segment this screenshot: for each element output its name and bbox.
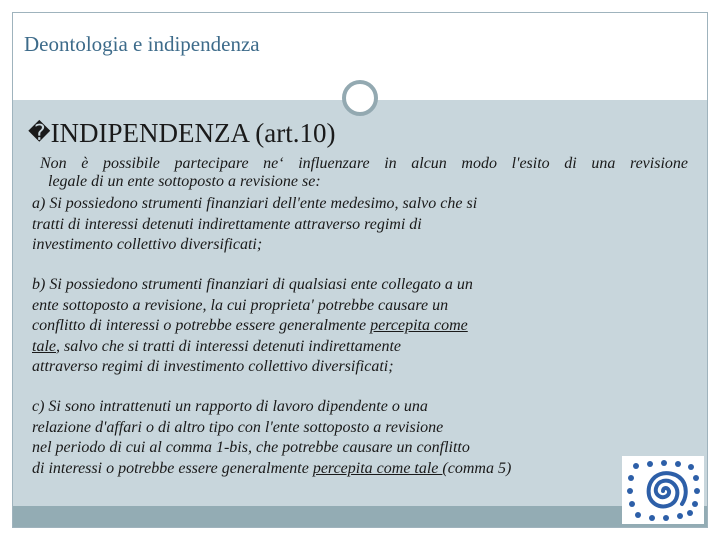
underlined-phrase: percepita come xyxy=(370,317,468,334)
decorative-circle xyxy=(342,80,378,116)
paragraph-b-line xyxy=(32,316,473,337)
paragraph-c-text: (comma 5) xyxy=(442,459,512,477)
paragraph-a-line: a) Si possiedono strumenti finanziari dell'ente medesimo, salvo che si xyxy=(32,195,478,212)
intro-line-2: legale di un ente sottoposto a revisione se: xyxy=(48,173,321,190)
bullet-glyph: � xyxy=(28,121,51,146)
underlined-phrase: percepita come tale xyxy=(312,459,443,477)
paragraph-b-line xyxy=(32,337,473,358)
underlined-phrase: tale xyxy=(32,337,56,355)
paragraph-a xyxy=(32,194,477,256)
paragraph-b-text: , salvo che si tratti di interessi detenuti indirettamente xyxy=(56,337,401,355)
paragraph-b-line: attraverso regimi di investimento collettivo diversificati; xyxy=(32,358,394,375)
footer-bar xyxy=(13,506,707,527)
spiral-dots-logo-graphic xyxy=(622,456,704,524)
paragraph-c-line xyxy=(32,459,511,480)
paragraph-c-line: c) Si sono intrattenuti un rapporto di lavoro dipendente o una xyxy=(32,398,428,415)
paragraph-b-text: conflitto di interessi o potrebbe essere generalmente xyxy=(32,317,371,334)
spiral-dots-logo-icon xyxy=(622,456,704,524)
paragraph-b-line: ente sottoposto a revisione, la cui proprieta' potrebbe causare un xyxy=(32,296,449,314)
paragraph-b-line: b) Si possiedono strumenti finanziari di qualsiasi ente collegato a un xyxy=(32,276,473,293)
paragraph-c-text: di interessi o potrebbe essere generalmente xyxy=(32,459,313,477)
heading-text: INDIPENDENZA (art.10) xyxy=(50,118,336,148)
paragraph-c-line: nel periodo di cui al comma 1-bis, che potrebbe causare un conflitto xyxy=(32,439,470,456)
intro-line-1: Non è possibile partecipare ne‘ influenzare in alcun modo l'esito di una revisione xyxy=(40,155,688,172)
slide-title: Deontologia e indipendenza xyxy=(24,32,260,56)
paragraph-a-line: tratti di interessi detenuti indirettamente attraverso regimi di xyxy=(32,215,422,233)
paragraph-c-line: relazione d'affari o di altro tipo con l'ente sottoposto a revisione xyxy=(32,418,444,436)
paragraph-b xyxy=(32,275,473,378)
paragraph-a-line: investimento collettivo diversificati; xyxy=(32,236,263,253)
section-heading xyxy=(28,118,336,149)
paragraph-c xyxy=(32,397,511,479)
